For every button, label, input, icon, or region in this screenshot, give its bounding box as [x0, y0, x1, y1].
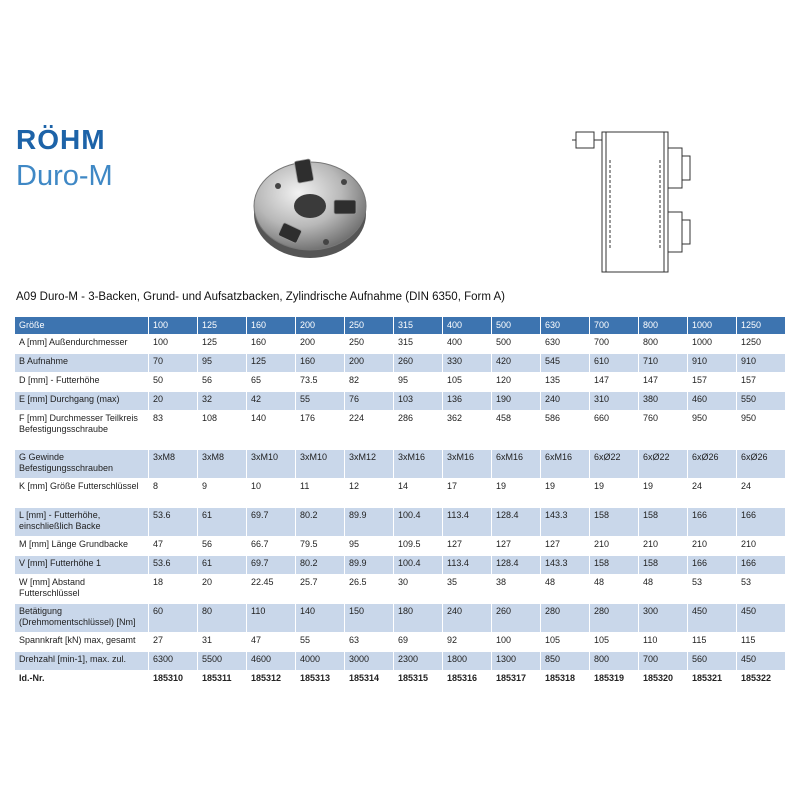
table-cell: 65 — [247, 373, 296, 392]
row-label: Betätigung (Drehmomentschlüssel) [Nm] — [15, 604, 149, 633]
table-cell: 55 — [296, 392, 345, 411]
table-cell: 280 — [590, 604, 639, 633]
table-header-row — [15, 317, 786, 335]
table-cell: 458 — [492, 411, 541, 450]
table-cell: 69 — [394, 633, 443, 652]
table-cell: 20 — [198, 575, 247, 604]
table-cell: 79.5 — [296, 537, 345, 556]
table-cell: 17 — [443, 479, 492, 508]
table-cell: 30 — [394, 575, 443, 604]
table-cell: 3xM10 — [247, 450, 296, 479]
table-cell: 3000 — [345, 652, 394, 671]
table-cell: 82 — [345, 373, 394, 392]
table-cell: 113.4 — [443, 556, 492, 575]
table-row — [15, 392, 786, 411]
table-row — [15, 450, 786, 479]
row-label: K [mm] Größe Futterschlüssel — [15, 479, 149, 508]
product-title: A09 Duro-M - 3-Backen, Grund- und Aufsatzbacken, Zylindrische Aufnahme (DIN 6350, Form A) — [16, 291, 505, 303]
table-cell: 6xØ26 — [688, 450, 737, 479]
table-cell: 185315 — [394, 671, 443, 690]
table-cell: 400 — [443, 335, 492, 354]
table-row — [15, 604, 786, 633]
table-cell: 125 — [247, 354, 296, 373]
table-cell: 140 — [296, 604, 345, 633]
table-cell: 19 — [541, 479, 590, 508]
table-cell: 35 — [443, 575, 492, 604]
table-cell: 158 — [639, 556, 688, 575]
table-cell: 330 — [443, 354, 492, 373]
table-cell: 3xM8 — [149, 450, 198, 479]
table-cell: 200 — [345, 354, 394, 373]
table-cell: 56 — [198, 537, 247, 556]
table-cell: 700 — [639, 652, 688, 671]
row-label: G Gewinde Befestigungsschrauben — [15, 450, 149, 479]
row-label: E [mm] Durchgang (max) — [15, 392, 149, 411]
table-cell: 95 — [198, 354, 247, 373]
header-size: 250 — [345, 317, 394, 335]
table-cell: 127 — [443, 537, 492, 556]
table-cell: 180 — [394, 604, 443, 633]
row-label: Id.-Nr. — [15, 671, 149, 690]
table-cell: 185314 — [345, 671, 394, 690]
table-cell: 6xØ22 — [639, 450, 688, 479]
table-cell: 26.5 — [345, 575, 394, 604]
table-cell: 4600 — [247, 652, 296, 671]
header-size: 500 — [492, 317, 541, 335]
table-cell: 127 — [492, 537, 541, 556]
table-cell: 127 — [541, 537, 590, 556]
table-cell: 185319 — [590, 671, 639, 690]
table-cell: 31 — [198, 633, 247, 652]
table-cell: 108 — [198, 411, 247, 450]
table-cell: 12 — [345, 479, 394, 508]
table-cell: 660 — [590, 411, 639, 450]
table-row — [15, 508, 786, 537]
table-cell: 143.3 — [541, 556, 590, 575]
table-cell: 210 — [639, 537, 688, 556]
table-cell: 89.9 — [345, 556, 394, 575]
table-cell: 1250 — [737, 335, 786, 354]
table-cell: 610 — [590, 354, 639, 373]
table-cell: 150 — [345, 604, 394, 633]
table-cell: 700 — [590, 335, 639, 354]
table-cell: 6xM16 — [541, 450, 590, 479]
header-size: 125 — [198, 317, 247, 335]
table-cell: 92 — [443, 633, 492, 652]
row-label: A [mm] Außendurchmesser — [15, 335, 149, 354]
table-cell: 80 — [198, 604, 247, 633]
table-cell: 3xM12 — [345, 450, 394, 479]
table-cell: 158 — [639, 508, 688, 537]
table-cell: 630 — [541, 335, 590, 354]
table-cell: 56 — [198, 373, 247, 392]
table-cell: 185320 — [639, 671, 688, 690]
table-cell: 185310 — [149, 671, 198, 690]
table-row — [15, 479, 786, 508]
table-cell: 73.5 — [296, 373, 345, 392]
table-cell: 240 — [443, 604, 492, 633]
header-size: 800 — [639, 317, 688, 335]
table-cell: 185321 — [688, 671, 737, 690]
table-cell: 190 — [492, 392, 541, 411]
table-cell: 24 — [688, 479, 737, 508]
table-cell: 185322 — [737, 671, 786, 690]
table-cell: 260 — [492, 604, 541, 633]
table-cell: 20 — [149, 392, 198, 411]
table-cell: 136 — [443, 392, 492, 411]
table-cell: 176 — [296, 411, 345, 450]
table-cell: 157 — [737, 373, 786, 392]
table-cell: 800 — [590, 652, 639, 671]
table-cell: 48 — [590, 575, 639, 604]
model-name: Duro-M — [16, 160, 113, 192]
table-row — [15, 671, 786, 690]
table-cell: 310 — [590, 392, 639, 411]
table-cell: 95 — [394, 373, 443, 392]
table-cell: 11 — [296, 479, 345, 508]
row-label: L [mm] - Futterhöhe, einschließlich Backe — [15, 508, 149, 537]
table-cell: 105 — [590, 633, 639, 652]
table-cell: 95 — [345, 537, 394, 556]
table-body — [15, 335, 786, 690]
header-size: 100 — [149, 317, 198, 335]
table-cell: 3xM8 — [198, 450, 247, 479]
table-row — [15, 335, 786, 354]
table-cell: 3xM16 — [443, 450, 492, 479]
table-cell: 4000 — [296, 652, 345, 671]
table-cell: 53.6 — [149, 556, 198, 575]
table-cell: 910 — [737, 354, 786, 373]
table-cell: 69.7 — [247, 508, 296, 537]
table-cell: 185316 — [443, 671, 492, 690]
header-size: 200 — [296, 317, 345, 335]
table-cell: 9 — [198, 479, 247, 508]
table-cell: 6300 — [149, 652, 198, 671]
chuck-technical-drawing — [566, 120, 706, 278]
table-cell: 586 — [541, 411, 590, 450]
table-cell: 128.4 — [492, 556, 541, 575]
table-cell: 147 — [639, 373, 688, 392]
table-cell: 48 — [639, 575, 688, 604]
table-cell: 113.4 — [443, 508, 492, 537]
table-cell: 710 — [639, 354, 688, 373]
table-cell: 32 — [198, 392, 247, 411]
table-cell: 47 — [247, 633, 296, 652]
table-cell: 450 — [688, 604, 737, 633]
table-cell: 950 — [688, 411, 737, 450]
table-cell: 48 — [541, 575, 590, 604]
table-cell: 3xM16 — [394, 450, 443, 479]
table-row — [15, 537, 786, 556]
table-cell: 160 — [247, 335, 296, 354]
table-cell: 18 — [149, 575, 198, 604]
table-cell: 450 — [737, 652, 786, 671]
table-cell: 63 — [345, 633, 394, 652]
table-cell: 200 — [296, 335, 345, 354]
table-cell: 100 — [492, 633, 541, 652]
table-cell: 5500 — [198, 652, 247, 671]
spec-table — [14, 316, 786, 690]
table-cell: 166 — [688, 508, 737, 537]
table-cell: 286 — [394, 411, 443, 450]
table-cell: 6xM16 — [492, 450, 541, 479]
header-size: 160 — [247, 317, 296, 335]
table-cell: 53 — [737, 575, 786, 604]
table-cell: 6xØ22 — [590, 450, 639, 479]
table-cell: 115 — [737, 633, 786, 652]
table-cell: 185317 — [492, 671, 541, 690]
table-cell: 80.2 — [296, 508, 345, 537]
header-size: 315 — [394, 317, 443, 335]
table-cell: 250 — [345, 335, 394, 354]
table-cell: 53 — [688, 575, 737, 604]
table-cell: 115 — [688, 633, 737, 652]
table-cell: 60 — [149, 604, 198, 633]
row-label: Drehzahl [min-1], max. zul. — [15, 652, 149, 671]
table-cell: 550 — [737, 392, 786, 411]
table-cell: 110 — [247, 604, 296, 633]
table-cell: 135 — [541, 373, 590, 392]
table-cell: 545 — [541, 354, 590, 373]
table-cell: 760 — [639, 411, 688, 450]
table-cell: 910 — [688, 354, 737, 373]
table-cell: 109.5 — [394, 537, 443, 556]
table-row — [15, 354, 786, 373]
table-row — [15, 556, 786, 575]
table-cell: 460 — [688, 392, 737, 411]
table-cell: 500 — [492, 335, 541, 354]
table-cell: 100 — [149, 335, 198, 354]
table-cell: 185311 — [198, 671, 247, 690]
table-cell: 50 — [149, 373, 198, 392]
table-cell: 157 — [688, 373, 737, 392]
table-row — [15, 633, 786, 652]
header-size: 700 — [590, 317, 639, 335]
table-cell: 280 — [541, 604, 590, 633]
table-cell: 210 — [590, 537, 639, 556]
header-size: 630 — [541, 317, 590, 335]
table-cell: 240 — [541, 392, 590, 411]
table-cell: 8 — [149, 479, 198, 508]
table-cell: 420 — [492, 354, 541, 373]
table-cell: 89.9 — [345, 508, 394, 537]
table-cell: 185313 — [296, 671, 345, 690]
table-cell: 42 — [247, 392, 296, 411]
table-cell: 69.7 — [247, 556, 296, 575]
header-size: 1250 — [737, 317, 786, 335]
table-cell: 560 — [688, 652, 737, 671]
table-cell: 25.7 — [296, 575, 345, 604]
table-cell: 66.7 — [247, 537, 296, 556]
table-cell: 105 — [541, 633, 590, 652]
table-cell: 300 — [639, 604, 688, 633]
table-row — [15, 652, 786, 671]
table-cell: 38 — [492, 575, 541, 604]
table-cell: 160 — [296, 354, 345, 373]
table-cell: 950 — [737, 411, 786, 450]
table-cell: 103 — [394, 392, 443, 411]
chuck-photo — [248, 142, 372, 266]
table-cell: 125 — [198, 335, 247, 354]
table-row — [15, 373, 786, 392]
table-cell: 450 — [737, 604, 786, 633]
table-cell: 19 — [639, 479, 688, 508]
table-cell: 105 — [443, 373, 492, 392]
table-cell: 10 — [247, 479, 296, 508]
table-cell: 1800 — [443, 652, 492, 671]
roehm-logo: RÖHM — [16, 124, 106, 155]
row-label: F [mm] Durchmesser Teilkreis Befestigungsschraube — [15, 411, 149, 450]
table-cell: 76 — [345, 392, 394, 411]
table-cell: 100.4 — [394, 556, 443, 575]
table-cell: 2300 — [394, 652, 443, 671]
table-cell: 110 — [639, 633, 688, 652]
table-cell: 61 — [198, 556, 247, 575]
row-label: D [mm] - Futterhöhe — [15, 373, 149, 392]
table-cell: 120 — [492, 373, 541, 392]
table-cell: 1300 — [492, 652, 541, 671]
table-cell: 158 — [590, 556, 639, 575]
header-size: 1000 — [688, 317, 737, 335]
table-cell: 362 — [443, 411, 492, 450]
table-cell: 143.3 — [541, 508, 590, 537]
table-cell: 140 — [247, 411, 296, 450]
table-cell: 1000 — [688, 335, 737, 354]
table-cell: 210 — [688, 537, 737, 556]
table-cell: 6xØ26 — [737, 450, 786, 479]
header-label: Größe — [15, 317, 149, 335]
table-cell: 55 — [296, 633, 345, 652]
row-label: B Aufnahme — [15, 354, 149, 373]
row-label: Spannkraft [kN) max, gesamt — [15, 633, 149, 652]
table-cell: 210 — [737, 537, 786, 556]
table-cell: 224 — [345, 411, 394, 450]
header-size: 400 — [443, 317, 492, 335]
row-label: V [mm] Futterhöhe 1 — [15, 556, 149, 575]
table-cell: 22.45 — [247, 575, 296, 604]
table-cell: 24 — [737, 479, 786, 508]
table-cell: 19 — [590, 479, 639, 508]
table-cell: 70 — [149, 354, 198, 373]
table-cell: 850 — [541, 652, 590, 671]
table-cell: 100.4 — [394, 508, 443, 537]
table-cell: 166 — [737, 508, 786, 537]
table-cell: 83 — [149, 411, 198, 450]
table-cell: 380 — [639, 392, 688, 411]
table-cell: 260 — [394, 354, 443, 373]
table-row — [15, 411, 786, 450]
row-label: W [mm] Abstand Futterschlüssel — [15, 575, 149, 604]
table-cell: 158 — [590, 508, 639, 537]
table-cell: 47 — [149, 537, 198, 556]
table-cell: 14 — [394, 479, 443, 508]
table-cell: 19 — [492, 479, 541, 508]
table-cell: 166 — [737, 556, 786, 575]
table-cell: 80.2 — [296, 556, 345, 575]
table-row — [15, 575, 786, 604]
table-cell: 166 — [688, 556, 737, 575]
row-label: M [mm] Länge Grundbacke — [15, 537, 149, 556]
table-cell: 315 — [394, 335, 443, 354]
table-cell: 128.4 — [492, 508, 541, 537]
table-cell: 185312 — [247, 671, 296, 690]
table-cell: 61 — [198, 508, 247, 537]
table-cell: 147 — [590, 373, 639, 392]
table-cell: 800 — [639, 335, 688, 354]
table-cell: 27 — [149, 633, 198, 652]
table-cell: 3xM10 — [296, 450, 345, 479]
table-cell: 53.6 — [149, 508, 198, 537]
table-cell: 185318 — [541, 671, 590, 690]
